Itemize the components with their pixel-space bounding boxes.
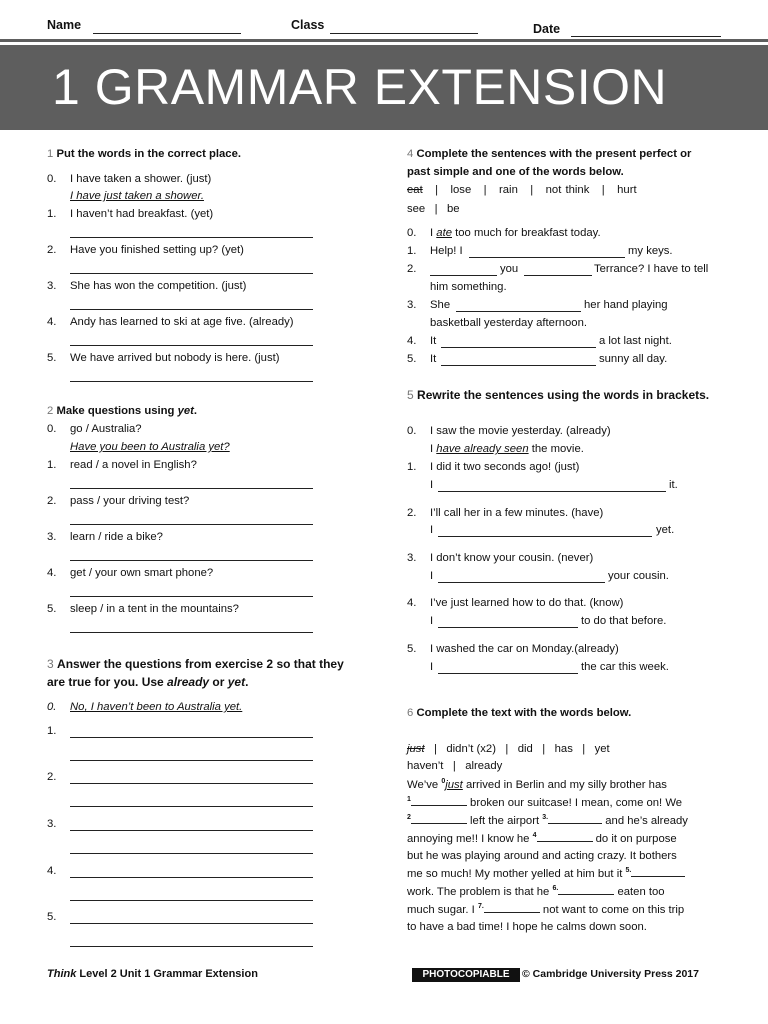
ex2-answer-line-1[interactable] [70, 488, 313, 489]
class-field[interactable] [330, 33, 478, 34]
ex3-answer-line-3b[interactable] [70, 853, 313, 854]
ex3-answer-line-1b[interactable] [70, 760, 313, 761]
ex3-answer-line-5b[interactable] [70, 946, 313, 947]
ex1-item-2: Have you finished setting up? (yet) [70, 244, 244, 256]
ex6-text-line-9: to have a bad time! I hope he calms down soon. [407, 921, 647, 933]
ex5-item-4: I’ve just learned how to do that. (know) [430, 597, 624, 609]
ex3-answer-line-5a[interactable] [70, 923, 313, 924]
ex2-item-2: pass / your driving test? [70, 495, 190, 507]
ex2-answer-line-3[interactable] [70, 560, 313, 561]
ex2-answer-line-4[interactable] [70, 596, 313, 597]
ex5-item-2: I’ll call her in a few minutes. (have) [430, 507, 604, 519]
ex6-text-line-3: $^2$ left the airport $^{3.}$ and he’s already [407, 814, 688, 827]
ex1-example-answer: I have just taken a shower. [70, 190, 204, 202]
ex3-answer-line-1a[interactable] [70, 737, 313, 738]
header-rule [0, 39, 768, 42]
ex5-blank-2[interactable] [438, 536, 652, 537]
ex1-answer-line-4[interactable] [70, 345, 313, 346]
ex4-blank-1[interactable] [469, 257, 625, 258]
ex1-answer-line-3[interactable] [70, 309, 313, 310]
date-label: Date [533, 22, 561, 36]
ex2-item-1: read / a novel in English? [70, 459, 197, 471]
ex5-item-3: I don’t know your cousin. (never) [430, 552, 594, 564]
ex5-blank-5[interactable] [438, 673, 578, 674]
ex5-blank-3[interactable] [438, 582, 605, 583]
ex1-heading: 1 Put the words in the correct place. [47, 148, 241, 160]
ex2-item-5: sleep / in a tent in the mountains? [70, 603, 239, 615]
ex3-answer-line-4a[interactable] [70, 877, 313, 878]
ex2-example: go / Australia? [70, 423, 142, 435]
ex5-heading: 5 Rewrite the sentences using the words in brackets. [407, 388, 710, 402]
ex4-item-3-b: her hand playing [584, 299, 668, 311]
ex1-example: I have taken a shower. (just) [70, 173, 212, 185]
ex2-answer-line-5[interactable] [70, 632, 313, 633]
page-title: 1 GRAMMAR EXTENSION [52, 59, 668, 115]
ex4-blank-4[interactable] [441, 347, 596, 348]
ex4-blank-3[interactable] [456, 311, 581, 312]
ex6-text-line-8: much sugar. I $^{7.}$ not want to come on this trip [407, 903, 685, 916]
ex3-example-answer: No, I haven’t been to Australia yet. [70, 701, 243, 713]
ex3-heading-line2: are true for you. Use already or yet. [47, 675, 249, 689]
ex4-item-4-b: a lot last night. [599, 335, 672, 347]
ex4-blank-5[interactable] [441, 365, 596, 366]
ex2-item-4: get / your own smart phone? [70, 567, 214, 579]
ex6-text-line-2: $^1$ broken our suitcase! I mean, come on! We [407, 796, 683, 809]
ex5-item-5: I washed the car on Monday.(already) [430, 643, 619, 655]
ex4-heading-line2: past simple and one of the words below. [407, 166, 624, 178]
ex3-heading-line1: 3 Answer the questions from exercise 2 so that they [47, 657, 344, 671]
ex2-example-answer: Have you been to Australia yet? [70, 441, 230, 453]
ex1-answer-line-5[interactable] [70, 381, 313, 382]
ex3-answer-line-4b[interactable] [70, 900, 313, 901]
ex4-item-1-b: my keys. [628, 245, 673, 257]
ex4-word-bank-2: see | be [407, 203, 460, 215]
name-label: Name [47, 18, 82, 32]
ex6-text-line-5: but he was playing around and acting crazy. It bothers [407, 850, 677, 862]
ex6-word-bank-1: just | didn’t (x2) | did | has | yet [407, 743, 610, 755]
class-label: Class [291, 18, 325, 32]
ex6-text-line-1: We’ve $^0$just arrived in Berlin and my silly brother has [407, 778, 667, 791]
ex5-item-1: I did it two seconds ago! (just) [430, 461, 580, 473]
ex4-item-2-a: you [500, 263, 519, 275]
ex4-item-1-a: Help! I [430, 245, 463, 257]
ex1-item-4: Andy has learned to ski at age five. (already) [70, 316, 294, 328]
ex2-answer-line-2[interactable] [70, 524, 313, 525]
ex5-example-answer: I have already seen the movie. [430, 443, 584, 455]
footer-credit: Think Level 2 Unit 1 Grammar Extension [47, 968, 258, 980]
ex6-text-line-6: me so much! My mother yelled at him but it $^{5.}$ [407, 867, 685, 880]
photocopiable-badge: PHOTOCOPIABLE [412, 968, 520, 982]
ex6-text-line-7: work. The problem is that he $^{6.}$ eaten too [407, 885, 665, 898]
ex4-item-3-c: basketball yesterday afternoon. [430, 317, 587, 329]
ex4-example: I ate too much for breakfast today. [430, 227, 601, 239]
ex4-item-4-a: It [430, 335, 437, 347]
ex4-item-3-a: She [430, 299, 451, 311]
ex4-heading-line1: 4 Complete the sentences with the present perfect or [407, 148, 692, 160]
ex1-answer-line-2[interactable] [70, 273, 313, 274]
ex1-item-5: We have arrived but nobody is here. (just) [70, 352, 280, 364]
ex2-heading: 2 Make questions using yet. [47, 405, 198, 417]
ex5-example: I saw the movie yesterday. (already) [430, 425, 611, 437]
ex4-blank-2b[interactable] [524, 275, 592, 276]
ex4-blank-2a[interactable] [430, 275, 497, 276]
ex6-heading: 6 Complete the text with the words below. [407, 707, 632, 719]
copyright: © Cambridge University Press 2017 [522, 968, 699, 980]
ex4-word-bank-1: eat | lose | rain | not think | hurt [407, 184, 637, 196]
name-field[interactable] [93, 33, 241, 34]
ex3-answer-line-2a[interactable] [70, 783, 313, 784]
ex4-item-5-a: It [430, 353, 437, 365]
ex5-blank-1[interactable] [438, 491, 666, 492]
ex2-item-3: learn / ride a bike? [70, 531, 163, 543]
ex6-word-bank-2: haven’t | already [407, 760, 503, 772]
ex3-answer-line-3a[interactable] [70, 830, 313, 831]
ex6-text-line-4: annoying me!! I know he $^4$ do it on purpose [407, 832, 677, 845]
date-field[interactable] [571, 36, 721, 37]
ex5-blank-4[interactable] [438, 627, 578, 628]
ex4-item-2-b: Terrance? I have to tell [594, 263, 709, 275]
ex1-answer-line-1[interactable] [70, 237, 313, 238]
ex3-answer-line-2b[interactable] [70, 806, 313, 807]
ex1-item-1: I haven’t had breakfast. (yet) [70, 208, 214, 220]
ex1-item-3: She has won the competition. (just) [70, 280, 247, 292]
ex4-item-2-c: him something. [430, 281, 507, 293]
ex4-item-5-b: sunny all day. [599, 353, 668, 365]
